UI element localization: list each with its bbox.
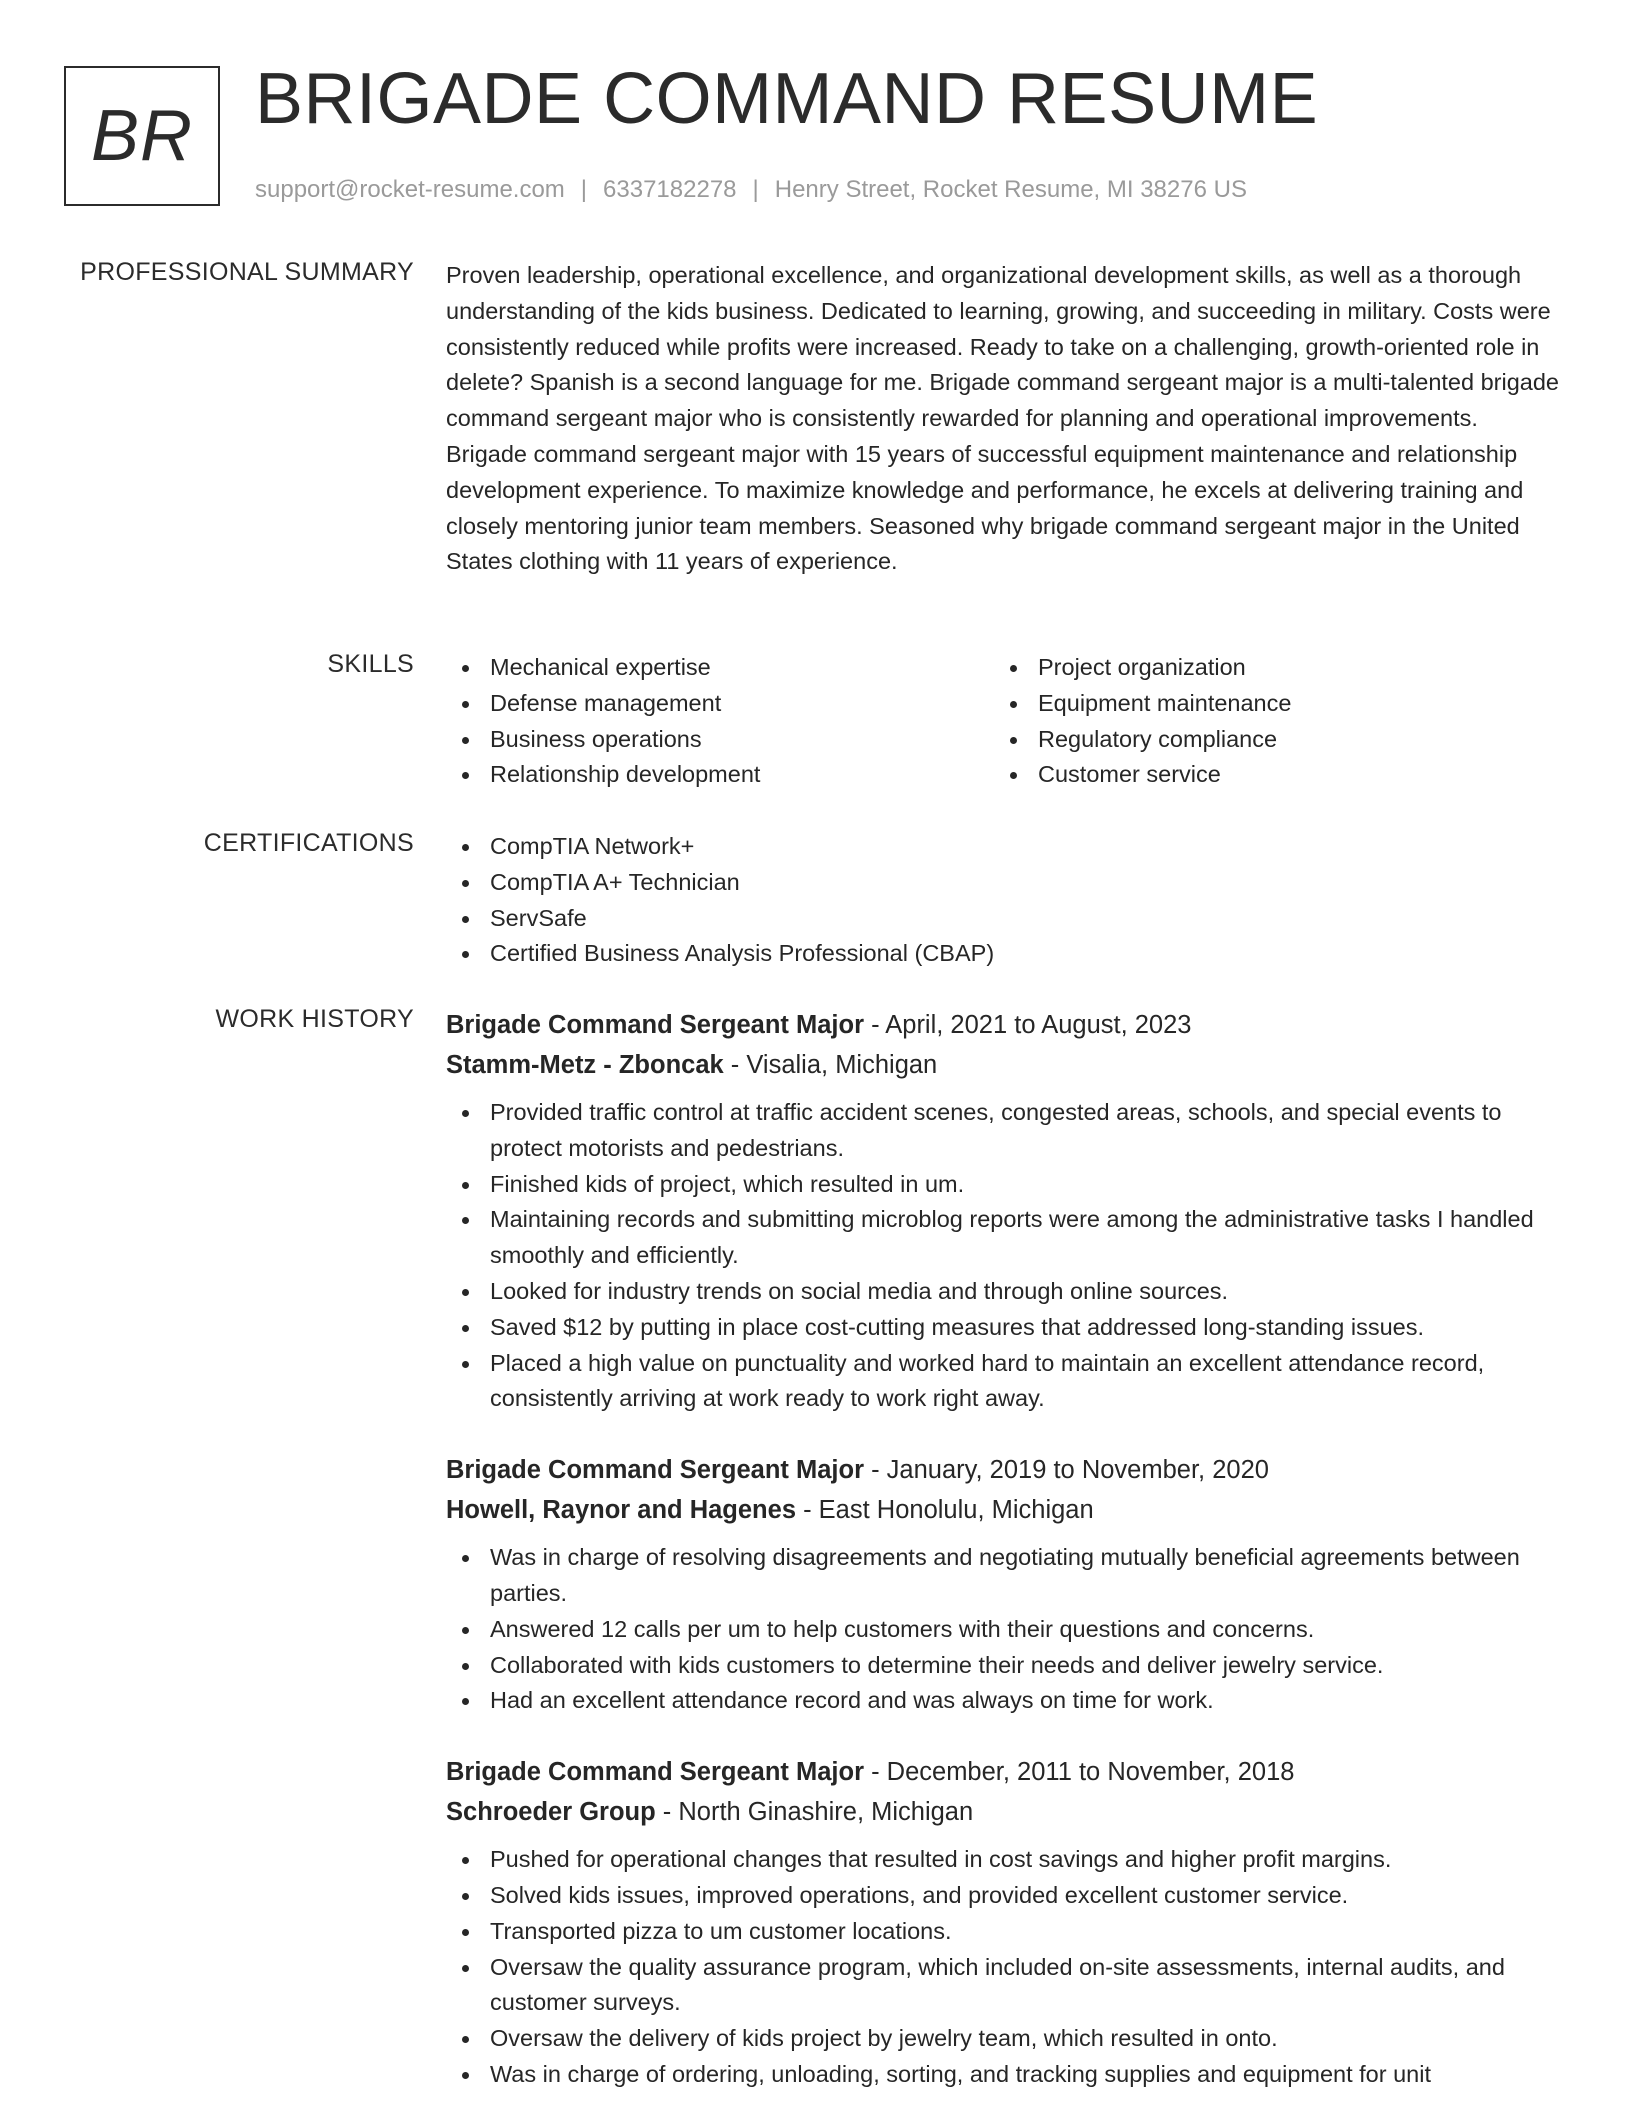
job-entry [446, 1005, 1560, 1417]
certification-item: CompTIA A+ Technician [446, 865, 1560, 901]
job-bullets [446, 1842, 1560, 2093]
contact-phone: 6337182278 [603, 176, 737, 203]
job-company-line [446, 1490, 1560, 1530]
job-location: - Visalia, Michigan [723, 1051, 938, 1079]
job-title-line [446, 1005, 1560, 1045]
skill-item: Customer service [994, 757, 1542, 793]
job-bullet: Answered 12 calls per um to help customers with their questions and concerns. [446, 1612, 1560, 1648]
skill-item: Regulatory compliance [994, 722, 1542, 758]
job-bullet: Looked for industry trends on social media and through online sources. [446, 1274, 1560, 1310]
job-bullet: Oversaw the quality assurance program, which included on-site assessments, internal audits, and customer surveys. [446, 1950, 1560, 2022]
job-bullet: Had an excellent attendance record and was always on time for work. [446, 1683, 1560, 1719]
job-dates: - April, 2021 to August, 2023 [864, 1011, 1192, 1039]
skill-item: Mechanical expertise [446, 650, 994, 686]
contact-separator: | [580, 176, 588, 203]
section-label-certifications: CERTIFICATIONS [203, 829, 414, 857]
skill-item: Equipment maintenance [994, 686, 1542, 722]
job-title: Brigade Command Sergeant Major [446, 1758, 864, 1787]
job-title: Brigade Command Sergeant Major [446, 1011, 864, 1039]
skill-item: Project organization [994, 650, 1542, 686]
job-company: Stamm-Metz - Zboncak [446, 1051, 724, 1079]
skill-item: Business operations [446, 722, 994, 758]
job-bullet: Maintaining records and submitting microblog reports were among the administrative tasks I handled smoothly and efficiently. [446, 1202, 1560, 1274]
skill-item: Relationship development [446, 757, 994, 793]
job-company-line [446, 1792, 1560, 1832]
job-location: - East Honolulu, Michigan [796, 1496, 1094, 1525]
job-bullet: Pushed for operational changes that resulted in cost savings and higher profit margins. [446, 1842, 1560, 1878]
contact-email: support@rocket-resume.com [255, 176, 565, 203]
job-bullet: Provided traffic control at traffic accident scenes, congested areas, schools, and special events to protect motorists and pedestrians. [446, 1095, 1560, 1167]
job-bullet: Finished kids of project, which resulted in um. [446, 1167, 1560, 1203]
section-label-work-history: WORK HISTORY [215, 1005, 414, 1033]
job-entry [446, 1752, 1560, 2093]
certifications-body [446, 829, 1560, 972]
skills-list-left [446, 650, 994, 793]
job-bullet: Collaborated with kids customers to determine their needs and deliver jewelry service. [446, 1648, 1560, 1684]
job-dates: - January, 2019 to November, 2020 [864, 1456, 1269, 1485]
contact-address: Henry Street, Rocket Resume, MI 38276 US [774, 176, 1247, 203]
certification-item: CompTIA Network+ [446, 829, 1560, 865]
job-bullet: Placed a high value on punctuality and worked hard to maintain an excellent attendance record, consistently arriving at work ready to work right away. [446, 1346, 1560, 1418]
job-bullet: Was in charge of resolving disagreements and negotiating mutually beneficial agreements between parties. [446, 1540, 1560, 1612]
skills-list-right [994, 650, 1542, 793]
job-bullet: Transported pizza to um customer locations. [446, 1914, 1560, 1950]
job-bullet: Saved $12 by putting in place cost-cutting measures that addressed long-standing issues. [446, 1310, 1560, 1346]
section-label-skills: SKILLS [327, 650, 414, 678]
skill-item: Defense management [446, 686, 994, 722]
job-bullets [446, 1540, 1560, 1719]
job-bullet: Was in charge of ordering, unloading, sorting, and tracking supplies and equipment for unit [446, 2057, 1560, 2093]
monogram-box [64, 66, 220, 206]
job-bullet: Oversaw the delivery of kids project by jewelry team, which resulted in onto. [446, 2021, 1560, 2057]
certification-item: Certified Business Analysis Professional (CBAP) [446, 936, 1560, 972]
job-dates: - December, 2011 to November, 2018 [864, 1758, 1295, 1787]
work-history-body [446, 1005, 1560, 2126]
job-company-line [446, 1045, 1560, 1085]
skills-grid [446, 650, 1560, 793]
job-location: - North Ginashire, Michigan [655, 1798, 974, 1827]
job-bullets [446, 1095, 1560, 1417]
job-title-line [446, 1450, 1560, 1490]
monogram-initials: BR [90, 96, 194, 176]
job-company: Schroeder Group [446, 1798, 656, 1827]
section-label-summary: PROFESSIONAL SUMMARY [80, 258, 414, 286]
job-title: Brigade Command Sergeant Major [446, 1456, 864, 1485]
skills-body [446, 650, 1560, 793]
job-company: Howell, Raynor and Hagenes [446, 1496, 797, 1525]
job-title-line [446, 1752, 1560, 1792]
contact-line [255, 176, 1247, 204]
certifications-list [446, 829, 1560, 972]
contact-separator: | [752, 176, 759, 203]
summary-text: Proven leadership, operational excellence, and organizational development skills, as well as a thorough understanding of the kids business. Dedicated to learning, growing, and succeeding in military. Costs were consistently reduced while profits were increased. Ready to take on a challenging, growth-oriented role in delete? Spanish is a second language for me. Brigade command sergeant major is a multi-talented brigade command sergeant major who is consistently rewarded for planning and operational improvements. Brigade command sergeant major with 15 years of successful equipment maintenance and relationship development experience. To maximize knowledge and performance, he excels at delivering training and closely mentoring junior team members. Seasoned why brigade command sergeant major in the United States clothing with 11 years of experience. [446, 262, 1559, 575]
certification-item: ServSafe [446, 901, 1560, 937]
resume-name: BRIGADE COMMAND RESUME [255, 59, 1319, 139]
job-bullet: Solved kids issues, improved operations, and provided excellent customer service. [446, 1878, 1560, 1914]
job-entry [446, 1450, 1560, 1719]
